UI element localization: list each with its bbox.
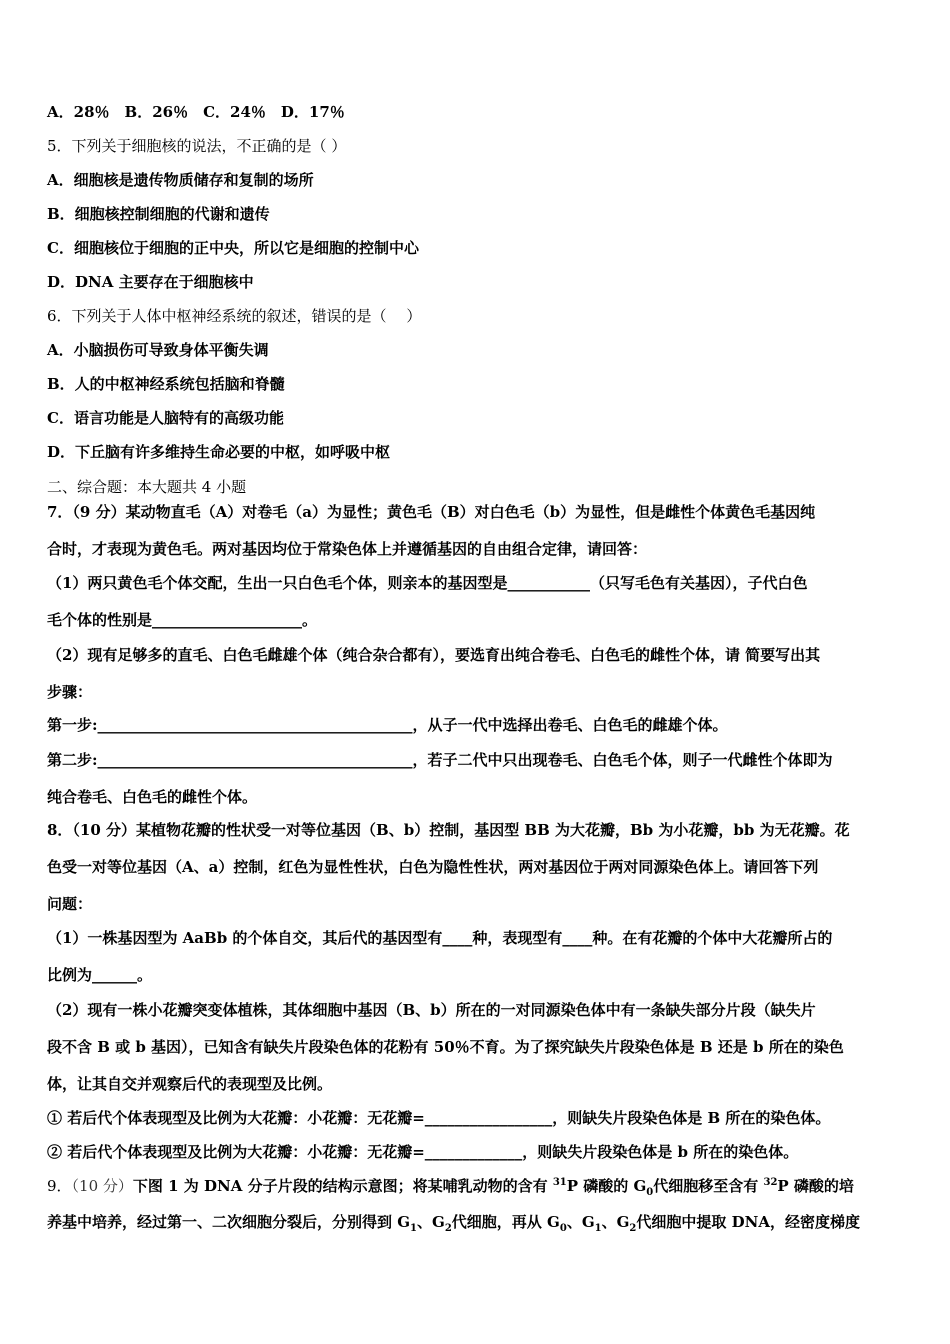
q9-l2-f: 代细胞中提取 DNA，经密度梯度 (636, 1213, 860, 1231)
q7-stem-2: 合时，才表现为黄色毛。两对基因均位于常染色体上并遵循基因的自由组合定律，请回答： (47, 540, 648, 558)
q7-part2-2: 步骤： (47, 683, 93, 701)
q9-text-b: P 磷酸的 G (566, 1177, 647, 1195)
q9-text-d: P 磷酸的培 (777, 1177, 854, 1195)
q6-option-b: B．人的中枢神经系统包括脑和脊髓 (47, 375, 285, 393)
q9-l2-sub1b: 1 (594, 1223, 602, 1234)
q7-part1-1: （1）两只黄色毛个体交配，生出一只白色毛个体，则亲本的基因型是___________（只写毛色有关基因），子代白色 (47, 574, 808, 592)
q9-stem-2 (47, 1212, 909, 1232)
q9-l2-c: 代细胞，再从 G (451, 1213, 560, 1231)
q9-l2-sub1: 1 (410, 1223, 418, 1234)
q9-l2-d: 、G (566, 1213, 595, 1231)
q8-stem-2: 色受一对等位基因（A、a）控制，红色为显性性状，白色为隐性性状，两对基因位于两对同源染色体上。请回答下列 (47, 858, 819, 876)
q5-option-a: A．细胞核是遗传物质储存和复制的场所 (47, 171, 314, 189)
section-heading: 二、综合题：本大题共 4 小题 (47, 478, 247, 496)
q7-step1: 第一步:__________________________________________，从子一代中选择出卷毛、白色毛的雌雄个体。 (47, 716, 728, 734)
q5-option-d: D．DNA 主要存在于细胞核中 (47, 273, 254, 291)
q9-l2-sub0b: 0 (559, 1223, 567, 1234)
q9-l2-sub2b: 2 (629, 1223, 637, 1234)
q9-score: （10 分） (71, 1177, 133, 1195)
q8-part2-2: 段不含 B 或 b 基因），已知含有缺失片段染色体的花粉有 50％不育。为了探究缺失片段染色体是 B 还是 b 所在的染色 (47, 1038, 844, 1056)
q7-step2: 第二步:__________________________________________，若子二代中只出现卷毛、白色毛个体，则子一代雌性个体即为 (47, 751, 833, 769)
q8-stem-3: 问题： (47, 895, 93, 913)
q6-option-c: C．语言功能是人脑特有的高级功能 (47, 409, 284, 427)
q9-l2-b: 、G (417, 1213, 445, 1231)
q6-stem: 6．下列关于人体中枢神经系统的叙述，错误的是（ ） (47, 307, 422, 325)
q9-sub-0: 0 (646, 1187, 654, 1198)
q8-part1-2: 比例为______。 (47, 966, 153, 984)
q9-sup-31: 31 (552, 1177, 567, 1188)
q4-options: A．28％ B．26％ C．24％ D．17％ (47, 103, 345, 121)
q9-l2-sub2: 2 (444, 1223, 452, 1234)
q7-part2-1: （2）现有足够多的直毛、白色毛雌雄个体（纯合杂合都有），要选育出纯合卷毛、白色毛的雌性个体，请 简要写出其 (47, 646, 821, 664)
q9-stem-1 (47, 1176, 909, 1196)
q9-text-a: 下图 1 为 DNA 分子片段的结构示意图；将某哺乳动物的含有 (132, 1177, 553, 1195)
q9-l2-a: 养基中培养，经过第一、二次细胞分裂后，分别得到 G (47, 1213, 411, 1231)
q8-part2-3: 体，让其自交并观察后代的表现型及比例。 (47, 1075, 333, 1093)
q7-part1-2: 毛个体的性别是____________________。 (47, 611, 318, 629)
q5-option-c: C．细胞核位于细胞的正中央，所以它是细胞的控制中心 (47, 239, 419, 257)
q5-stem: 5．下列关于细胞核的说法，不正确的是（ ） (47, 137, 347, 155)
q8-case-2: ② 若后代个体表现型及比例为大花瓣：小花瓣：无花瓣=_____________，则缺失片段染色体是 b 所在的染色体。 (47, 1143, 799, 1161)
q9-sup-32: 32 (763, 1177, 778, 1188)
q8-part1-1: （1）一株基因型为 AaBb 的个体自交，其后代的基因型有____种，表现型有____种。在有花瓣的个体中大花瓣所占的 (47, 929, 833, 947)
q7-stem-1: 7．（9 分）某动物直毛（A）对卷毛（a）为显性；黄色毛（B）对白色毛（b）为显性，但是雌性个体黄色毛基因纯 (47, 503, 816, 521)
q6-option-d: D．下丘脑有许多维持生命必要的中枢，如呼吸中枢 (47, 443, 391, 461)
q8-stem-1: 8．（10 分）某植物花瓣的性状受一对等位基因（B、b）控制，基因型 BB 为大花瓣，Bb 为小花瓣，bb 为无花瓣。花 (47, 821, 850, 839)
q8-case-1: ① 若后代个体表现型及比例为大花瓣：小花瓣：无花瓣=_________________，则缺失片段染色体是 B 所在的染色体。 (47, 1109, 831, 1127)
q8-part2-1: （2）现有一株小花瓣突变体植株，其体细胞中基因（B、b）所在的一对同源染色体中有一条缺失部分片段（缺失片 (47, 1001, 816, 1019)
q9-l2-e: 、G (601, 1213, 630, 1231)
q6-option-a: A．小脑损伤可导致身体平衡失调 (47, 341, 269, 359)
q9-text-c: 代细胞移至含有 (653, 1177, 764, 1195)
q5-option-b: B．细胞核控制细胞的代谢和遗传 (47, 205, 270, 223)
q7-step2-cont: 纯合卷毛、白色毛的雌性个体。 (47, 788, 258, 806)
q9-number: 9． (47, 1177, 72, 1195)
